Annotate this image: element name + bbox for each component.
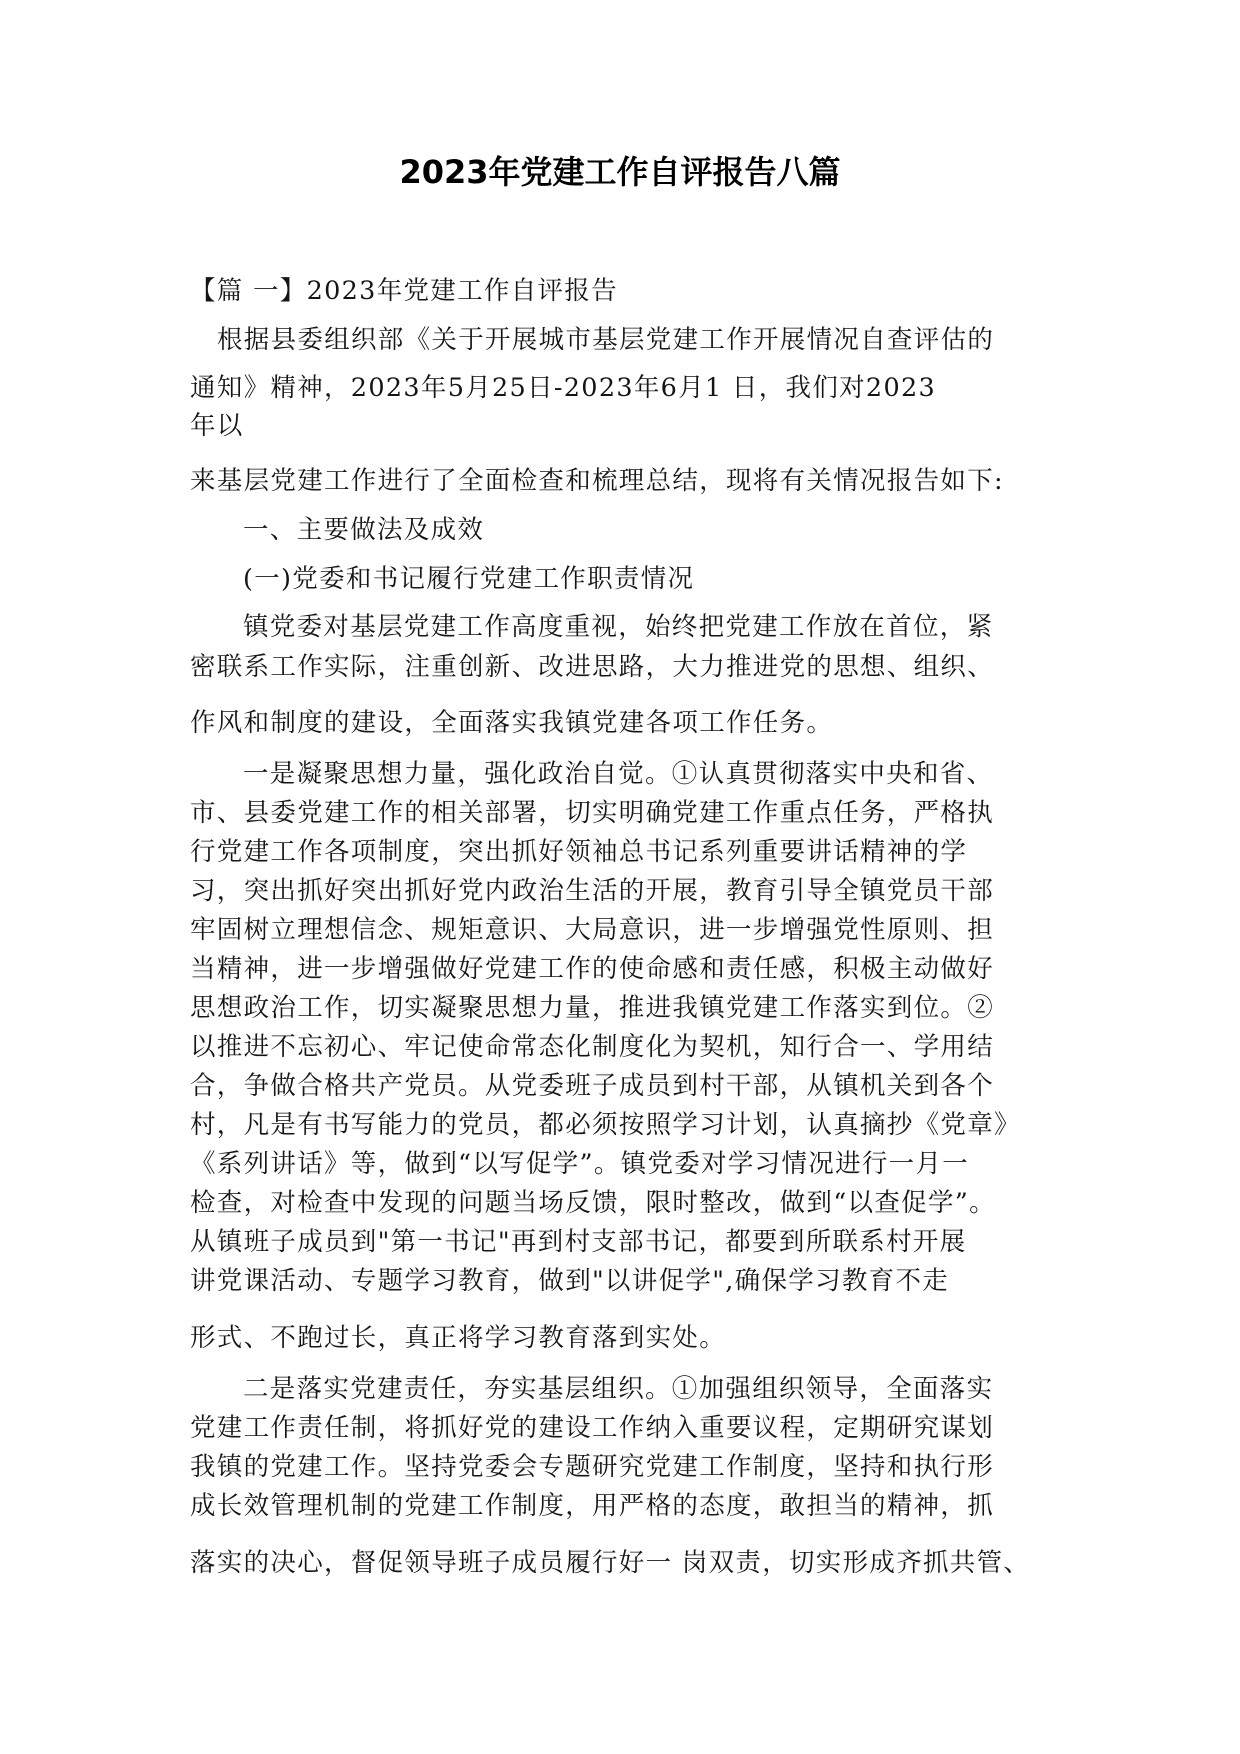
paragraph-line: 根据县委组织部《关于开展城市基层党建工作开展情况自查评估的	[217, 325, 995, 355]
document-title: 2023年党建工作自评报告八篇	[399, 153, 841, 191]
paragraph-line: 行党建工作各项制度，突出抓好领袖总书记系列重要讲话精神的学	[190, 837, 968, 867]
paragraph-line: 村，凡是有书写能力的党员，都必须按照学习计划，认真摘抄《党章》	[190, 1110, 1021, 1140]
heading-main-practices: 一、主要做法及成效	[243, 515, 485, 545]
paragraph-line: 牢固树立理想信念、规矩意识、大局意识，进一步增强党性原则、担	[190, 915, 995, 945]
paragraph-line: 党建工作责任制，将抓好党的建设工作纳入重要议程，定期研究谋划	[190, 1413, 995, 1443]
paragraph-line: 讲党课活动、专题学习教育，做到"以讲促学",确保学习教育不走	[190, 1266, 950, 1296]
paragraph-line: 通知》精神，2023年5月25日-2023年6月1 日，我们对2023	[190, 373, 937, 403]
paragraph-line: 一是凝聚思想力量，强化政治自觉。①认真贯彻落实中央和省、	[243, 759, 994, 789]
paragraph-line: 市、县委党建工作的相关部署，切实明确党建工作重点任务，严格执	[190, 798, 995, 828]
paragraph-line: 密联系工作实际，注重创新、改进思路，大力推进党的思想、组织、	[190, 652, 995, 682]
heading-subsection-one: (一)党委和书记履行党建工作职责情况	[243, 564, 695, 594]
paragraph-line: 镇党委对基层党建工作高度重视，始终把党建工作放在首位，紧	[243, 612, 994, 642]
paragraph-line: 习，突出抓好突出抓好党内政治生活的开展，教育引导全镇党员干部	[190, 876, 995, 906]
paragraph-line: 从镇班子成员到"第一书记"再到村支部书记，都要到所联系村开展	[190, 1227, 967, 1257]
paragraph-line: 年以	[190, 411, 244, 441]
paragraph-line: 落实的决心，督促领导班子成员履行好一 岗双责，切实形成齐抓共管、	[190, 1548, 1031, 1578]
paragraph-line: 以推进不忘初心、牢记使命常态化制度化为契机，知行合一、学用结	[190, 1032, 995, 1062]
paragraph-line: 检查，对检查中发现的问题当场反馈，限时整改，做到“以查促学”。	[190, 1188, 996, 1218]
section-heading-part-one: 【篇 一】2023年党建工作自评报告	[190, 276, 618, 306]
paragraph-line: 来基层党建工作进行了全面检查和梳理总结，现将有关情况报告如下:	[190, 466, 1004, 496]
paragraph-line: 成长效管理机制的党建工作制度，用严格的态度，敢担当的精神，抓	[190, 1491, 995, 1521]
paragraph-line: 合，争做合格共产党员。从党委班子成员到村干部，从镇机关到各个	[190, 1071, 995, 1101]
paragraph-line: 当精神，进一步增强做好党建工作的使命感和责任感，积极主动做好	[190, 954, 995, 984]
paragraph-line: 《系列讲话》等，做到“以写促学”。镇党委对学习情况进行一月一	[190, 1149, 970, 1179]
paragraph-line: 我镇的党建工作。坚持党委会专题研究党建工作制度，坚持和执行形	[190, 1452, 995, 1482]
paragraph-line: 二是落实党建责任，夯实基层组织。①加强组织领导，全面落实	[243, 1374, 994, 1404]
paragraph-line: 思想政治工作，切实凝聚思想力量，推进我镇党建工作落实到位。②	[190, 993, 995, 1023]
paragraph-line: 作风和制度的建设，全面落实我镇党建各项工作任务。	[190, 708, 834, 738]
paragraph-line: 形式、不跑过长，真正将学习教育落到实处。	[190, 1323, 727, 1353]
